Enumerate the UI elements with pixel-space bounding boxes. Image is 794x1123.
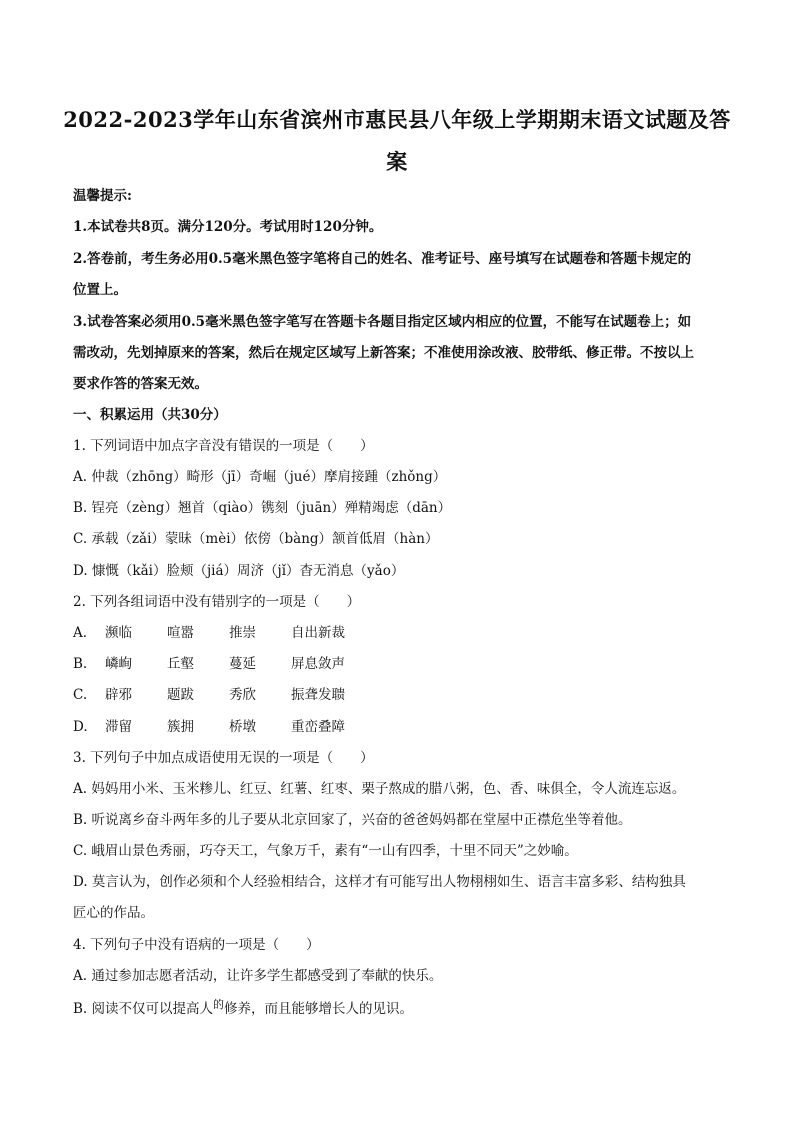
q4-stem: 4. 下列句子中没有语病的一项是（ ） (73, 937, 320, 953)
notice-item-1: 1.本试卷共8页。满分120分。考试用时120分钟。 (73, 219, 383, 235)
section-heading: 一、积累运用（共30分） (73, 407, 227, 423)
notice-item-2b: 位置上。 (73, 282, 127, 298)
q1-option-d: D. 慷慨（kǎi）脸颊（jiá）周济（jǐ）杳无消息（yǎo） (73, 563, 405, 579)
q4-option-a: A. 通过参加志愿者活动，让许多学生都感受到了奉献的快乐。 (73, 968, 443, 984)
q2-option-a: A. 濒临 喧嚣 推崇 自出新裁 (73, 625, 345, 641)
notice-item-3a: 3.试卷答案必须用0.5毫米黑色签字笔写在答题卡各题目指定区域内相应的位置，不能写在试题卷上；如 (73, 314, 692, 330)
notice-item-3c: 要求作答的答案无效。 (73, 376, 208, 392)
q3-option-b: B. 听说离乡奋斗两年多的儿子要从北京回家了，兴奋的爸爸妈妈都在堂屋中正襟危坐等着他。 (73, 812, 632, 828)
q1-stem: 1. 下列词语中加点字音没有错误的一项是（ ） (73, 438, 374, 454)
q1-option-a: A. 仲裁（zhōng）畸形（jī）奇崛（jué）摩肩接踵（zhǒng） (73, 469, 447, 485)
q3-option-a: A. 妈妈用小米、玉米糁儿、红豆、红薯、红枣、栗子熬成的腊八粥，色、香、味俱全，令人流连忘返。 (73, 781, 686, 797)
q3-option-d-line2: 匠心的作品。 (73, 905, 154, 921)
q1-option-c: C. 承载（zǎi）蒙昧（mèi）依傍（bàng）颔首低眉（hàn） (73, 531, 439, 547)
q2-option-b: B. 嶙峋 丘壑 蔓延 屏息敛声 (73, 656, 345, 672)
q3-option-d-line1: D. 莫言认为，创作必须和个人经验相结合，这样才有可能写出人物栩栩如生、语言丰富多彩、结构独具 (73, 874, 686, 890)
q2-option-c: C. 辟邪 题跋 秀欣 振聋发聩 (73, 687, 345, 703)
superscript-char: 的 (213, 998, 225, 1011)
q1-option-b: B. 锃亮（zèng）翘首（qiào）镌刻（juān）殚精竭虑（dān） (73, 500, 452, 516)
q3-option-c: C. 峨眉山景色秀丽，巧夺天工，气象万千，素有“一山有四季，十里不同天”之妙喻。 (73, 843, 578, 859)
notice-item-2a: 2.答卷前，考生务必用0.5毫米黑色签字笔将自己的姓名、准考证号、座号填写在试题卷和答题卡规定的 (73, 251, 692, 267)
document-title-line2: 案 (386, 149, 408, 174)
q2-stem: 2. 下列各组词语中没有错别字的一项是（ ） (73, 594, 361, 610)
q4-option-b: B. 阅读不仅可以提高人$^的$修养，而且能够增长人的见识。 (73, 998, 414, 1017)
notice-item-3b: 需改动，先划掉原来的答案，然后在规定区域写上新答案；不准使用涂改液、胶带纸、修正带。不按以上 (73, 345, 694, 361)
q3-stem: 3. 下列句子中加点成语使用无误的一项是（ ） (73, 750, 374, 766)
notice-heading: 温馨提示: (73, 188, 132, 204)
document-title-line1: 2022-2023学年山东省滨州市惠民县八年级上学期期末语文试题及答 (63, 107, 731, 132)
q2-option-d: D. 滞留 簇拥 桥墩 重峦叠障 (73, 719, 345, 735)
